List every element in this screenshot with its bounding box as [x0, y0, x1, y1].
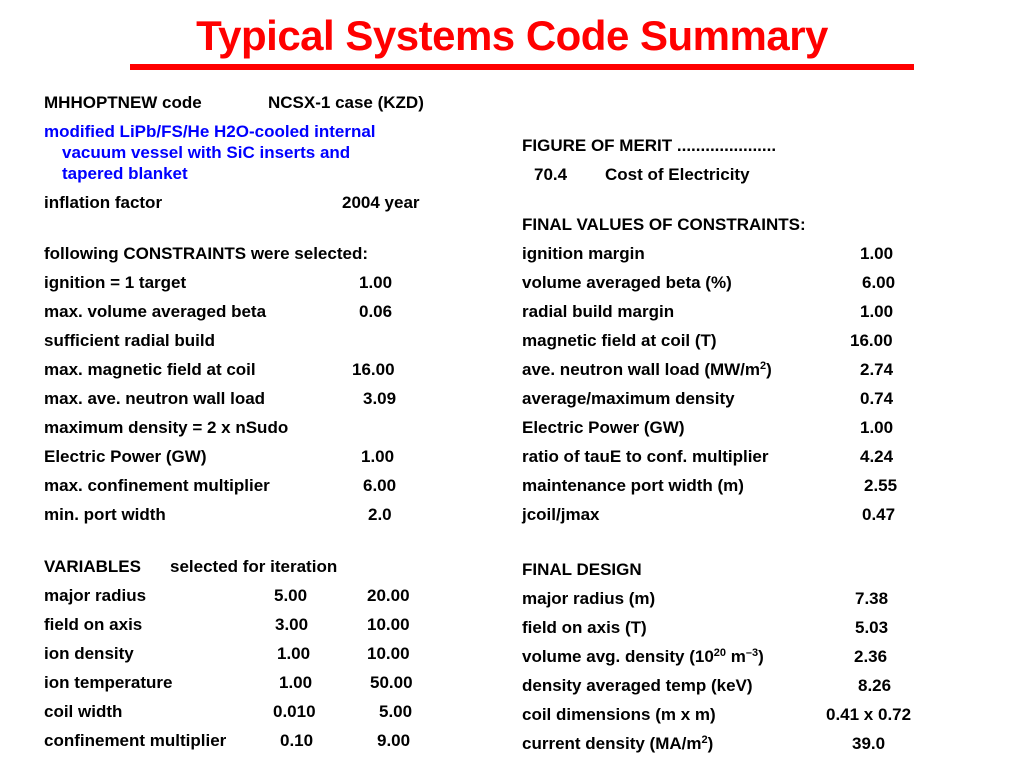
final-constraint-value: 2.55: [864, 476, 898, 495]
variables-note: selected for iteration: [170, 557, 338, 576]
variable-label: coil width: [44, 702, 123, 721]
final-design-value: 39.0: [852, 734, 886, 753]
final-constraint-label: ignition margin: [522, 244, 645, 263]
final-constraint-value: 1.00: [860, 244, 894, 263]
constraint-label: maximum density = 2 x nSudo: [44, 418, 289, 437]
variables-heading: VARIABLES: [44, 557, 141, 576]
title-underline: [130, 64, 914, 70]
variable-max: 10.00: [367, 644, 410, 663]
constraint-label: max. volume averaged beta: [44, 302, 267, 321]
constraint-value: 6.00: [363, 476, 397, 495]
final-design-value: 0.41 x 0.72: [826, 705, 912, 724]
constraint-label: max. ave. neutron wall load: [44, 389, 266, 408]
final-constraint-label: magnetic field at coil (T): [522, 331, 717, 350]
final-constraint-label: maintenance port width (m): [522, 476, 744, 495]
final-constraint-label: ratio of tauE to conf. multiplier: [522, 447, 769, 466]
final-constraint-value: 0.47: [862, 505, 896, 524]
constraint-value: 3.09: [363, 389, 397, 408]
description-line-1: modified LiPb/FS/He H2O-cooled internal: [44, 122, 376, 141]
variable-label: confinement multiplier: [44, 731, 227, 750]
constraint-value: 0.06: [359, 302, 393, 321]
inflation-value: 2004 year: [342, 193, 420, 212]
variable-max: 5.00: [379, 702, 413, 721]
figure-of-merit-label: Cost of Electricity: [605, 165, 750, 184]
description-line-3: tapered blanket: [62, 164, 188, 183]
constraint-label: max. confinement multiplier: [44, 476, 270, 495]
final-design-value: 5.03: [855, 618, 889, 637]
variable-min: 1.00: [277, 644, 311, 663]
variable-max: 20.00: [367, 586, 410, 605]
final-constraint-value: 4.24: [860, 447, 894, 466]
final-design-label: major radius (m): [522, 589, 656, 608]
inflation-label: inflation factor: [44, 193, 163, 212]
final-constraint-label: volume averaged beta (%): [522, 273, 732, 292]
variable-label: major radius: [44, 586, 147, 605]
figure-of-merit-value: 70.4: [534, 165, 568, 184]
variable-min: 3.00: [275, 615, 309, 634]
final-design-value: 7.38: [855, 589, 889, 608]
code-name: MHHOPTNEW code: [44, 93, 202, 112]
variable-label: ion density: [44, 644, 134, 663]
final-constraint-value: 0.74: [860, 389, 894, 408]
variable-max: 50.00: [370, 673, 413, 692]
final-design-label: field on axis (T): [522, 618, 647, 637]
final-design-label: current density $(MA/m^2)$: [522, 734, 714, 753]
final-constraints-heading: FINAL VALUES OF CONSTRAINTS:: [522, 215, 806, 234]
case-name: NCSX-1 case (KZD): [268, 93, 424, 112]
constraint-label: ignition = 1 target: [44, 273, 187, 292]
final-constraint-label: jcoil/jmax: [522, 505, 600, 524]
constraint-value: 16.00: [352, 360, 395, 379]
final-constraint-value: 16.00: [850, 331, 893, 350]
final-design-label: density averaged temp (keV): [522, 676, 753, 695]
variable-min: 1.00: [279, 673, 313, 692]
final-design-value: 2.36: [854, 647, 888, 666]
constraint-label: max. magnetic field at coil: [44, 360, 256, 379]
final-constraint-value: 1.00: [860, 302, 894, 321]
final-constraint-label: radial build margin: [522, 302, 675, 321]
final-constraint-value: 2.74: [860, 360, 894, 379]
final-design-label: coil dimensions (m x m): [522, 705, 716, 724]
constraints-heading: following CONSTRAINTS were selected:: [44, 244, 368, 263]
constraint-label: sufficient radial build: [44, 331, 215, 350]
constraint-label: Electric Power (GW): [44, 447, 207, 466]
variable-label: field on axis: [44, 615, 143, 634]
final-design-heading: FINAL DESIGN: [522, 560, 642, 579]
final-constraint-value: 6.00: [862, 273, 896, 292]
constraint-value: 1.00: [359, 273, 393, 292]
variable-label: ion temperature: [44, 673, 173, 692]
page-title: Typical Systems Code Summary: [196, 12, 828, 59]
variable-min: 0.010: [273, 702, 316, 721]
variable-min: 0.10: [280, 731, 314, 750]
final-design-value: 8.26: [858, 676, 892, 695]
variable-min: 5.00: [274, 586, 308, 605]
final-constraint-value: 1.00: [860, 418, 894, 437]
variable-max: 10.00: [367, 615, 410, 634]
variable-max: 9.00: [377, 731, 411, 750]
constraint-value: 1.00: [361, 447, 395, 466]
final-constraint-label: Electric Power (GW): [522, 418, 685, 437]
description-line-2: vacuum vessel with SiC inserts and: [62, 143, 351, 162]
final-constraint-label: average/maximum density: [522, 389, 735, 408]
final-constraint-label: ave. neutron wall load $(MW/m^2)$: [522, 360, 772, 379]
constraint-value: 2.0: [368, 505, 392, 524]
figure-of-merit-heading: FIGURE OF MERIT .....................: [522, 136, 777, 155]
constraint-label: min. port width: [44, 505, 166, 524]
final-design-label: volume avg. density ($10^{20}$ $m^{-3}$): [522, 647, 764, 666]
